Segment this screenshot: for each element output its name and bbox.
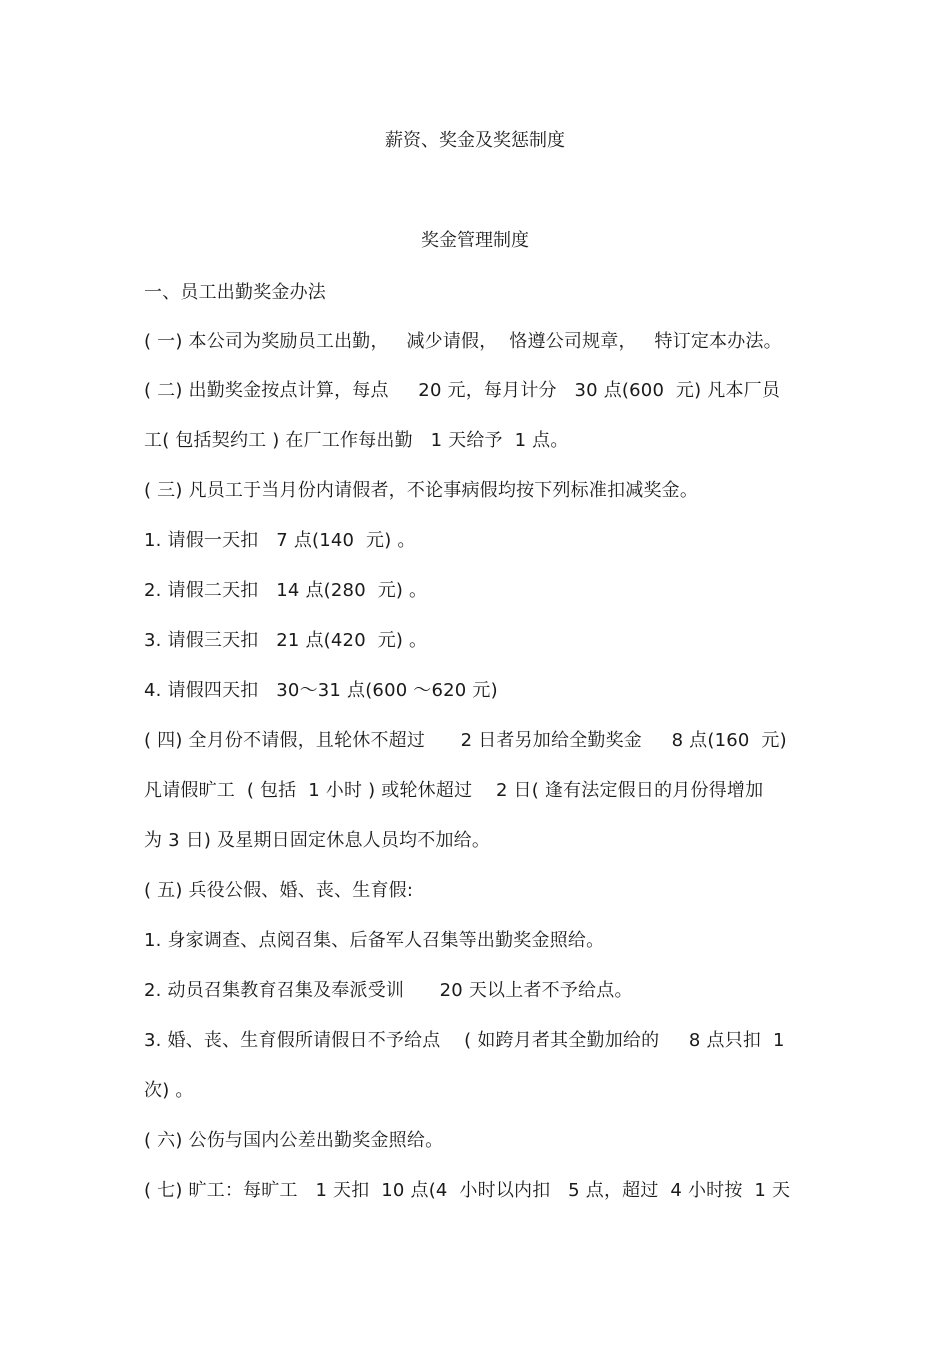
body-line: ( 五) 兵役公假、婚、丧、生育假: <box>144 880 414 901</box>
body-line: 2. 动员召集教育召集及奉派受训 20 天以上者不予给点。 <box>144 980 633 1001</box>
body-line: 工( 包括契约工 ) 在厂工作每出勤 1 天给予 1 点。 <box>144 430 569 451</box>
body-line: ( 七) 旷工：每旷工 1 天扣 10 点(4 小时以内扣 5 点，超过 4 小时按 1 天 <box>144 1180 791 1201</box>
body-line: ( 二) 出勤奖金按点计算，每点 20 元，每月计分 30 点(600 元) 凡本厂员 <box>144 380 781 401</box>
body-line: 3. 婚、丧、生育假所请假日不予给点 ( 如跨月者其全勤加给的 8 点只扣 1 <box>144 1030 785 1051</box>
document-title: 薪资、奖金及奖惩制度 <box>385 130 565 151</box>
body-line: 1. 请假一天扣 7 点(140 元) 。 <box>144 530 416 551</box>
body-line: ( 一) 本公司为奖励员工出勤， 减少请假， 恪遵公司规章， 特订定本办法。 <box>144 331 782 352</box>
body-line: 为 3 日) 及星期日固定休息人员均不加给。 <box>144 830 491 851</box>
body-line: 3. 请假三天扣 21 点(420 元) 。 <box>144 630 428 651</box>
body-line: 凡请假旷工 ( 包括 1 小时 ) 或轮休超过 2 日( 逢有法定假日的月份得增加 <box>144 780 764 801</box>
body-line: 一、员工出勤奖金办法 <box>144 282 326 303</box>
body-line: 4. 请假四天扣 30～31 点(600 ～620 元) <box>144 680 498 701</box>
body-line: ( 三) 凡员工于当月份内请假者，不论事病假均按下列标准扣减奖金。 <box>144 480 699 501</box>
section-title: 奖金管理制度 <box>421 230 529 251</box>
body-line: 1. 身家调查、点阅召集、后备军人召集等出勤奖金照给。 <box>144 930 605 951</box>
body-line: 次) 。 <box>144 1080 194 1101</box>
body-line: ( 六) 公伤与国内公差出勤奖金照给。 <box>144 1130 444 1151</box>
body-line: ( 四) 全月份不请假，且轮休不超过 2 日者另加给全勤奖金 8 点(160 元) <box>144 730 787 751</box>
body-line: 2. 请假二天扣 14 点(280 元) 。 <box>144 580 428 601</box>
